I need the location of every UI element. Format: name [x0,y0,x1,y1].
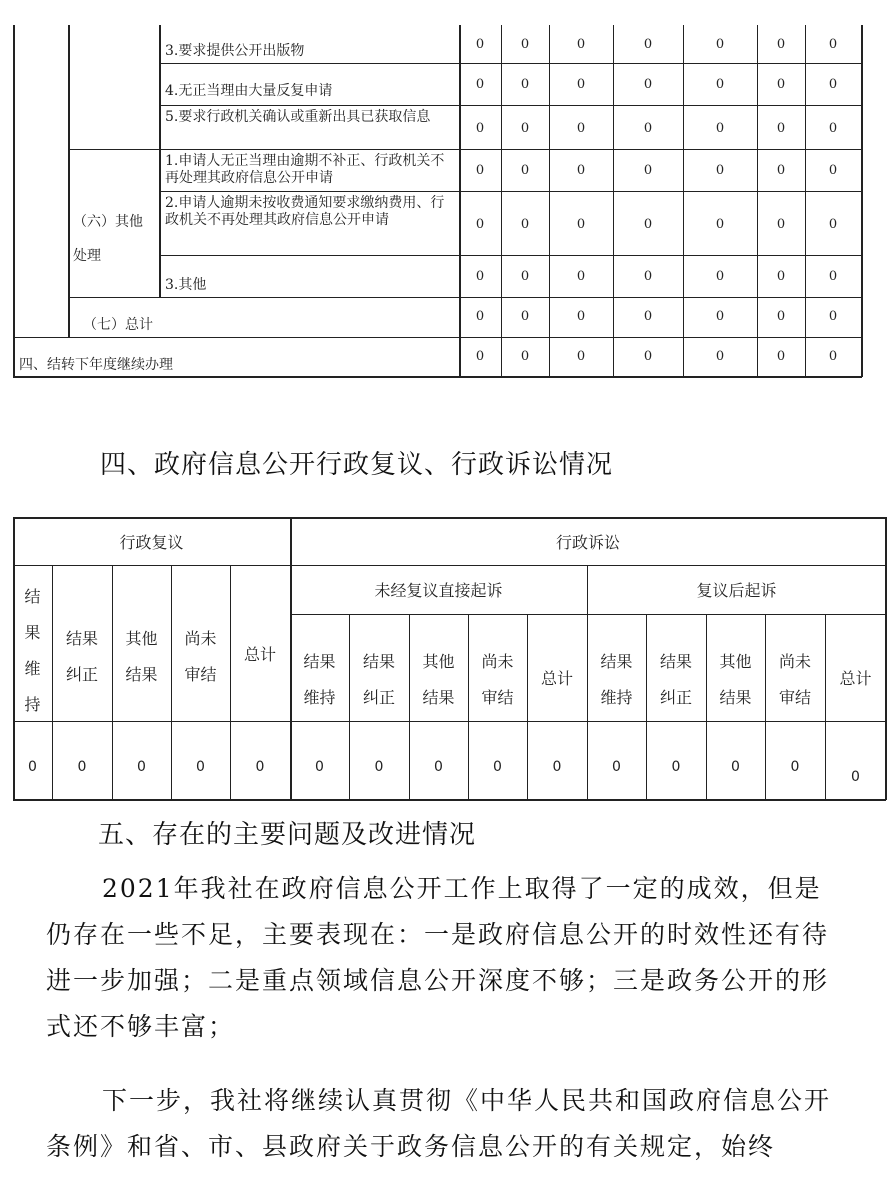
table-cell-value: 0 [475,309,485,324]
table-cell-value: 0 [552,759,562,775]
table-cell-value: 0 [196,759,205,775]
table-cell-value: 0 [475,37,485,52]
table-cell-value: 0 [828,37,838,52]
table-cell-value: 0 [475,163,485,178]
table-cell-value: 0 [643,163,653,178]
table-cell-value: 0 [520,77,530,92]
column-header: 总计 [540,669,573,688]
column-header: 尚未审结 [184,629,217,684]
section-5-title: 五、存在的主要问题及改进情况 [98,820,477,850]
table-cell-value: 0 [137,759,146,775]
table-cell-value: 0 [520,163,530,178]
table-cell-value: 0 [828,269,838,284]
table-cell-value: 0 [643,349,653,364]
table-cell-value: 0 [828,349,838,364]
table-cell-value: 0 [731,759,740,775]
table-cell-value: 0 [576,349,586,364]
table-cell-value: 0 [715,77,725,92]
table-cell-value: 0 [576,77,586,92]
table-cell-value: 0 [475,269,485,284]
table-cell-value: 0 [776,163,786,178]
table-cell-value: 0 [828,121,838,136]
table-cell-value: 0 [715,309,725,324]
table-cell-value: 0 [475,349,485,364]
table-cell-value: 0 [576,309,586,324]
row-label: 四、结转下年度继续办理 [19,357,173,373]
table-cell-value: 0 [851,769,860,785]
problems-paragraph: 2021年我社在政府信息公开工作上取得了一定的成效，但是仍存在一些不足，主要表现在：一是政府信息公开的时效性还有待进一步加强；二是重点领域信息公开深度不够；三是政务公开的形式还不够丰富； [46,874,830,1041]
table-cell-value: 0 [612,759,621,775]
row-label: 5.要求行政机关确认或重新出具已获取信息 [165,109,431,125]
table-cell-value: 0 [828,163,838,178]
table-cell-value: 0 [520,349,530,364]
table-cell-value: 0 [475,77,485,92]
table-cell-value: 0 [255,759,265,775]
disposal-table [13,25,863,377]
column-header: 其他结果 [125,629,158,684]
column-header: 结果纠正 [65,629,98,684]
table-cell-value: 0 [715,37,725,52]
table-cell-value: 0 [715,217,725,232]
table-cell-value: 0 [828,309,838,324]
table-cell-value: 0 [520,269,530,284]
row-label: 4.无正当理由大量反复申请 [165,83,333,99]
table-cell-value: 0 [828,77,838,92]
table-cell-value: 0 [520,37,530,52]
table-cell-value: 0 [643,269,653,284]
section-4-title: 四、政府信息公开行政复议、行政诉讼情况 [100,450,614,480]
table-cell-value: 0 [776,217,786,232]
column-header: 结果维持 [24,587,41,714]
row-label: 2.申请人逾期未按收费通知要求缴纳费用、行政机关不再处理其政府信息公开申请 [165,195,445,228]
direct-suit-header: 未经复议直接起诉 [374,581,503,600]
table-cell-value: 0 [315,759,324,775]
after-review-suit-header: 复议后起诉 [696,581,777,600]
table-cell-value: 0 [776,349,786,364]
table-cell-value: 0 [643,37,653,52]
table-cell-value: 0 [28,759,37,775]
table-cell-value: 0 [576,269,586,284]
table-cell-value: 0 [715,349,725,364]
table-cell-value: 0 [77,759,87,775]
row-label: 3.要求提供公开出版物 [165,43,305,59]
table-cell-value: 0 [776,121,786,136]
table-cell-value: 0 [520,217,530,232]
table-cell-value: 0 [576,163,586,178]
table-cell-value: 0 [671,759,681,775]
column-header: 结果纠正 [659,652,692,707]
table-cell-value: 0 [715,121,725,136]
table-cell-value: 0 [776,269,786,284]
column-header: 其他结果 [719,652,752,707]
column-header: 结果维持 [600,652,633,707]
column-header: 其他结果 [422,652,455,707]
table-cell-value: 0 [576,121,586,136]
table-cell-value: 0 [434,759,443,775]
row-label: 3.其他 [165,277,207,293]
column-header: 结果纠正 [362,652,395,707]
table-cell-value: 0 [576,217,586,232]
row-label: 1.申请人无正当理由逾期不补正、行政机关不再处理其政府信息公开申请 [165,153,445,186]
next-steps-paragraph: 下一步，我社将继续认真贯彻《中华人民共和国政府信息公开条例》和省、市、县政府关于政务信息公开的有关规定，始终 [46,1086,832,1161]
table-cell-value: 0 [643,309,653,324]
table-cell-value: 0 [643,77,653,92]
column-header: 尚未审结 [481,652,514,707]
table-cell-value: 0 [643,217,653,232]
review-litigation-table [13,517,886,800]
column-header: 尚未审结 [778,652,811,707]
admin-litigation-header: 行政诉讼 [555,533,620,552]
table-cell-value: 0 [828,217,838,232]
table-cell-value: 0 [576,37,586,52]
table-cell-value: 0 [493,759,502,775]
admin-review-header: 行政复议 [119,533,184,552]
table-cell-value: 0 [715,163,725,178]
table-cell-value: 0 [520,121,530,136]
column-header: 总计 [839,669,872,688]
table-cell-value: 0 [520,309,530,324]
column-header: 总计 [243,645,276,664]
column-header: 结果维持 [303,652,336,707]
table-cell-value: 0 [374,759,384,775]
group-label: （六）其他处理 [73,214,143,264]
table-cell-value: 0 [776,309,786,324]
table-cell-value: 0 [715,269,725,284]
table-cell-value: 0 [475,217,485,232]
table-cell-value: 0 [776,37,786,52]
table-cell-value: 0 [643,121,653,136]
table-cell-value: 0 [790,759,800,775]
table-cell-value: 0 [776,77,786,92]
row-label: （七）总计 [83,317,153,333]
table-cell-value: 0 [475,121,485,136]
